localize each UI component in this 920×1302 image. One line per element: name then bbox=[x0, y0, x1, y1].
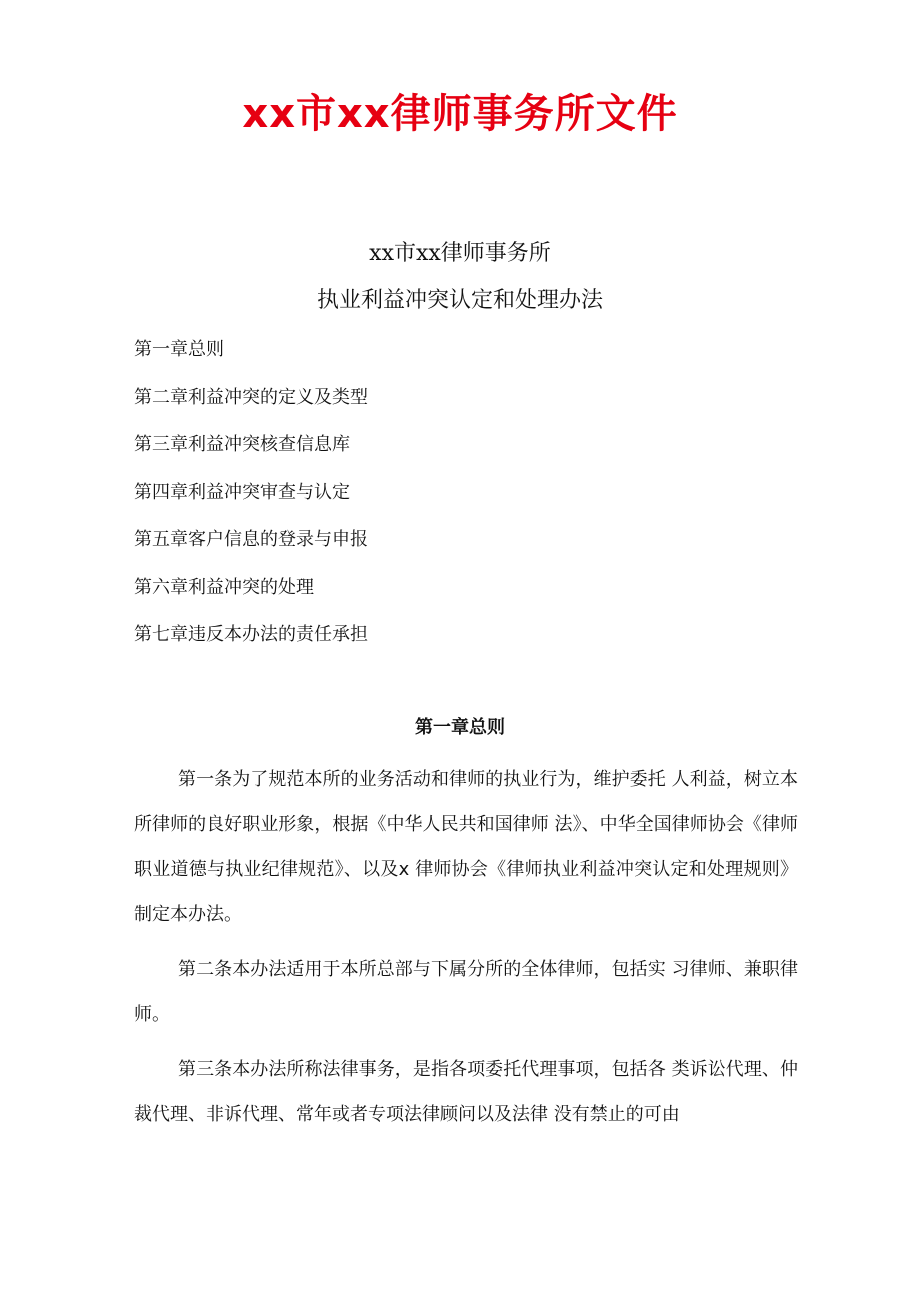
document-title-line-2: 执业利益冲突认定和处理办法 bbox=[316, 288, 603, 313]
toc-item-chapter-1: 第一章总则 bbox=[134, 339, 224, 360]
table-of-contents bbox=[134, 334, 368, 667]
chapter-1-heading: 第一章总则 bbox=[415, 717, 505, 738]
chapter-1-body bbox=[134, 757, 798, 1137]
article-3-paragraph: 第三条本办法所称法律事务，是指各项委托代理事项，包括各 类诉讼代理、仲裁代理、非诉代理、常年或者专项法律顾问以及法律 没有禁止的可由 bbox=[134, 1059, 798, 1125]
toc-item-chapter-5: 第五章客户信息的登录与申报 bbox=[134, 529, 368, 550]
toc-item-chapter-4: 第四章利益冲突审查与认定 bbox=[134, 481, 350, 503]
toc-item-chapter-3: 第三章利益冲突核查信息库 bbox=[134, 434, 350, 455]
article-1-paragraph: 第一条为了规范本所的业务活动和律师的执业行为，维护委托 人利益，树立本所律师的良好职业形象，根据《中华人民共和国律师 法》、中华全国律师协会《律师职业道德与执业纪律规范》、以及x 律师协会《律师执业利益冲突认定和处理规则》制定本办法。 bbox=[134, 769, 798, 925]
toc-item-chapter-7: 第七章违反本办法的责任承担 bbox=[134, 624, 368, 645]
article-2-paragraph: 第二条本办法适用于本所总部与下属分所的全体律师，包括实 习律师、兼职律师。 bbox=[134, 959, 798, 1025]
document-title-line-1: xx市xx律师事务所 bbox=[369, 241, 551, 266]
letterhead-title: xx市xx律师事务所文件 bbox=[242, 91, 678, 137]
toc-item-chapter-2: 第二章利益冲突的定义及类型 bbox=[134, 386, 368, 408]
toc-item-chapter-6: 第六章利益冲突的处理 bbox=[134, 576, 314, 598]
